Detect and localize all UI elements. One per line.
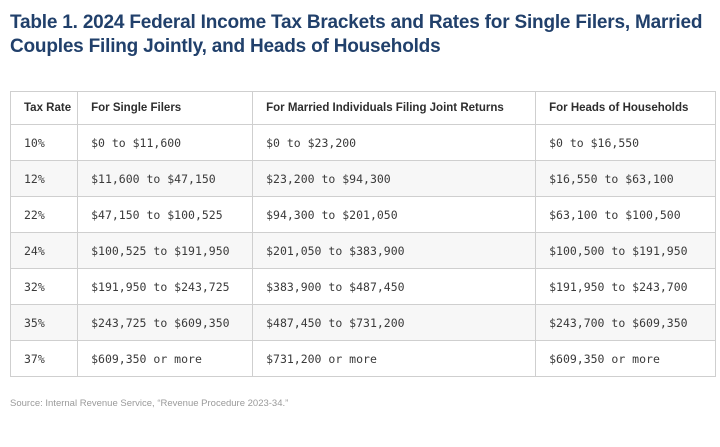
cell-heads: $16,550 to $63,100 [536, 161, 716, 197]
cell-rate: 37% [11, 341, 78, 377]
column-header-married-joint: For Married Individuals Filing Joint Returns [253, 92, 536, 125]
table-row-24pct [11, 233, 716, 269]
cell-rate: 22% [11, 197, 78, 233]
tax-brackets-table [10, 91, 716, 377]
cell-married: $731,200 or more [253, 341, 536, 377]
table-row-22pct [11, 197, 716, 233]
table-row-37pct [11, 341, 716, 377]
cell-married: $94,300 to $201,050 [253, 197, 536, 233]
cell-single: $609,350 or more [78, 341, 253, 377]
cell-rate: 32% [11, 269, 78, 305]
cell-single: $191,950 to $243,725 [78, 269, 253, 305]
source-note: Source: Internal Revenue Service, “Revenue Procedure 2023-34.” [10, 398, 289, 409]
column-header-tax-rate: Tax Rate [11, 92, 78, 125]
cell-married: $383,900 to $487,450 [253, 269, 536, 305]
cell-married: $23,200 to $94,300 [253, 161, 536, 197]
page-title: Table 1. 2024 Federal Income Tax Brackets and Rates for Single Filers, Married Couples Filing Jointly, and Heads of Households [10, 12, 703, 57]
cell-rate: 24% [11, 233, 78, 269]
cell-single: $100,525 to $191,950 [78, 233, 253, 269]
cell-heads: $0 to $16,550 [536, 125, 716, 161]
table-row-10pct [11, 125, 716, 161]
column-header-single-filers: For Single Filers [78, 92, 253, 125]
table-row-35pct [11, 305, 716, 341]
cell-heads: $609,350 or more [536, 341, 716, 377]
cell-single: $0 to $11,600 [78, 125, 253, 161]
cell-single: $47,150 to $100,525 [78, 197, 253, 233]
table-row-32pct [11, 269, 716, 305]
cell-rate: 10% [11, 125, 78, 161]
cell-rate: 12% [11, 161, 78, 197]
table-row-12pct [11, 161, 716, 197]
cell-married: $0 to $23,200 [253, 125, 536, 161]
cell-married: $201,050 to $383,900 [253, 233, 536, 269]
cell-single: $243,725 to $609,350 [78, 305, 253, 341]
cell-heads: $63,100 to $100,500 [536, 197, 716, 233]
cell-single: $11,600 to $47,150 [78, 161, 253, 197]
cell-heads: $243,700 to $609,350 [536, 305, 716, 341]
cell-rate: 35% [11, 305, 78, 341]
header-row [11, 92, 716, 125]
cell-heads: $191,950 to $243,700 [536, 269, 716, 305]
cell-heads: $100,500 to $191,950 [536, 233, 716, 269]
cell-married: $487,450 to $731,200 [253, 305, 536, 341]
column-header-heads-of-households: For Heads of Households [536, 92, 716, 125]
